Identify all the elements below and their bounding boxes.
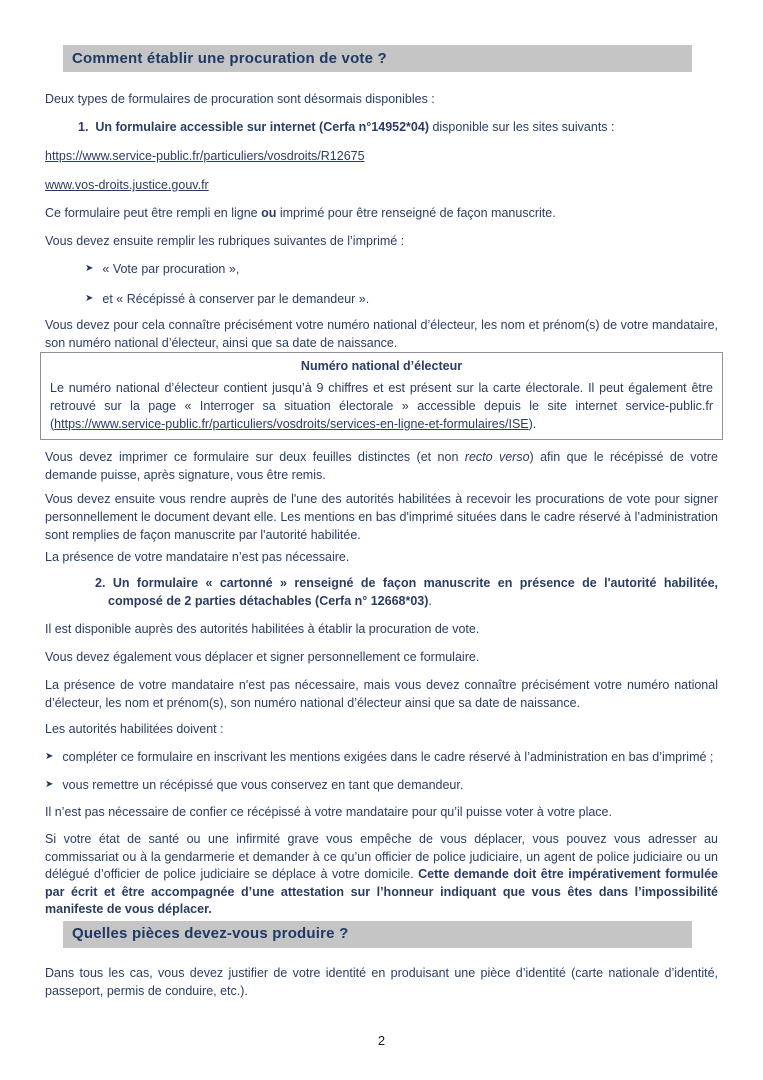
paragraph-disponible: Il est disponible auprès des autorités habilitées à établir la procuration de vote. xyxy=(45,622,480,636)
text-run: imprimé pour être renseigné de façon manuscrite. xyxy=(276,206,556,220)
link-row-1 xyxy=(45,147,718,165)
paragraph-recepisse: Il n’est pas nécessaire de confier ce récépissé à votre mandataire pour qu’il puisse voter à votre place. xyxy=(45,805,612,819)
numbered-item-1-rest: disponible sur les sites suivants : xyxy=(428,120,615,134)
inline-link-ise[interactable]: https://www.service-public.fr/particuliers/vosdroits/services-en-ligne-et-formulaires/ISE xyxy=(54,417,529,431)
bullet-text: vous remettre un récépissé que vous conservez en tant que demandeur. xyxy=(62,778,464,792)
document-content xyxy=(45,45,718,1000)
paragraph-imprimer xyxy=(45,448,718,484)
info-box-numero-electeur xyxy=(40,352,723,440)
paragraph-sante xyxy=(45,831,718,919)
bullet-text: « Vote par procuration », xyxy=(102,262,240,276)
page-number: 2 xyxy=(377,1033,386,1048)
text-run-italic: recto verso xyxy=(464,450,530,464)
arrow-icon: ➤ xyxy=(45,779,54,790)
text-run: Si votre état de santé ou une infirmité grave vous empêche de vous déplacer, vous pouvez vous adresser au commissariat ou à la gendarmerie et demander à ce qu’un officier de police judiciaire, un agent de police judiciaire ou un délégué d’officier de police judiciaire se déplace à votre domicile. xyxy=(45,832,718,881)
link-row-2 xyxy=(45,176,718,194)
paragraph-presence-2: La présence de votre mandataire n'est pas nécessaire, mais vous devez connaître précisément votre numéro national d’électeur, les nom et prénom(s), son numéro national d’électeur ainsi que sa date de naissance. xyxy=(45,678,718,710)
text-run: Ce formulaire peut être rempli en ligne xyxy=(45,206,262,220)
paragraph-connaitre: Vous devez pour cela connaître précisément votre numéro national d’électeur, les nom et prénom(s) de votre mandataire, son numéro national d’électeur, ainsi que sa date de naissance. xyxy=(45,318,718,350)
arrow-icon: ➤ xyxy=(45,751,54,762)
external-link-vos-droits[interactable]: www.vos-droits.justice.gouv.fr xyxy=(45,178,209,192)
arrow-bullet-completer xyxy=(45,748,718,766)
paragraph-pieces: Dans tous les cas, vous devez justifier de votre identité en produisant une pièce d’identité (carte nationale d’identité, passeport, permis de conduire, etc.). xyxy=(45,965,718,998)
section-title: Quelles pièces devez-vous produire ? xyxy=(72,925,349,942)
paragraph-autorites: Les autorités habilitées doivent : xyxy=(45,722,224,736)
section-header-pieces xyxy=(63,921,692,948)
arrow-icon: ➤ xyxy=(85,263,94,274)
paragraph-rendre: Vous devez ensuite vous rendre auprès de l'une des autorités habilitées à recevoir les procurations de vote pour signer personnellement le document devant elle. Les mentions en bas d'imprimé situées dans le cadre réservé à l’administration sont remplies de façon manuscrite par l'autorité habilitée. xyxy=(45,492,718,542)
arrow-bullet-recepisse xyxy=(85,290,718,308)
paragraph-rempli-en-ligne xyxy=(45,204,718,222)
external-link-service-public[interactable]: https://www.service-public.fr/particuliers/vosdroits/R12675 xyxy=(45,149,365,163)
paragraph-deplacer: Vous devez également vous déplacer et signer personnellement ce formulaire. xyxy=(45,650,480,664)
arrow-bullet-remettre xyxy=(45,776,718,794)
text-run-bold: Cette demande doit être impérativement formulée par écrit et être accompagnée d’une attestation sur l’honneur indiquant que vous êtes dans l’impossibilité manifeste de vous déplacer. xyxy=(45,867,718,916)
numbered-item-1-bold: 1. Un formulaire accessible sur internet (Cerfa n°14952*04) xyxy=(78,120,429,134)
info-box-body xyxy=(50,379,713,433)
text-run-bold: ou xyxy=(261,206,277,220)
text-run: Le numéro national d’électeur contient jusqu’à 9 chiffres et est présent sur la carte électorale. Il peut également être retrouvé sur la page « Interroger sa situation électorale » accessible depuis le site internet service-public.fr ( xyxy=(50,381,713,431)
section-title: Comment établir une procuration de vote ? xyxy=(72,49,387,67)
bullet-text: et « Récépissé à conserver par le demandeur ». xyxy=(102,292,370,306)
text-run: ) afin que le récépissé de votre demande puisse, après signature, vous être remis. xyxy=(45,450,718,482)
section-header-procuration xyxy=(63,45,692,72)
text-run: Vous devez imprimer ce formulaire sur deux feuilles distinctes (et non xyxy=(45,450,465,464)
numbered-item-1 xyxy=(78,118,718,136)
bullet-text: compléter ce formulaire en inscrivant les mentions exigées dans le cadre réservé à l’administration en bas d’imprimé ; xyxy=(62,750,714,764)
numbered-item-2-bold: 2. Un formulaire « cartonné » renseigné de façon manuscrite en présence de l'autorité habilitée, composé de 2 parties détachables (Cerfa n° 12668*03) xyxy=(95,576,718,608)
info-box-title: Numéro national d’électeur xyxy=(300,359,463,373)
paragraph-rubriques: Vous devez ensuite remplir les rubriques suivantes de l’imprimé : xyxy=(45,234,405,248)
arrow-bullet-vote xyxy=(85,260,718,278)
numbered-item-2-rest: . xyxy=(428,594,432,608)
intro-paragraph: Deux types de formulaires de procuration sont désormais disponibles : xyxy=(45,92,435,106)
paragraph-presence-1: La présence de votre mandataire n’est pas nécessaire. xyxy=(45,550,350,564)
arrow-icon: ➤ xyxy=(85,293,94,304)
text-run: ). xyxy=(528,417,537,431)
numbered-item-2 xyxy=(95,574,718,610)
